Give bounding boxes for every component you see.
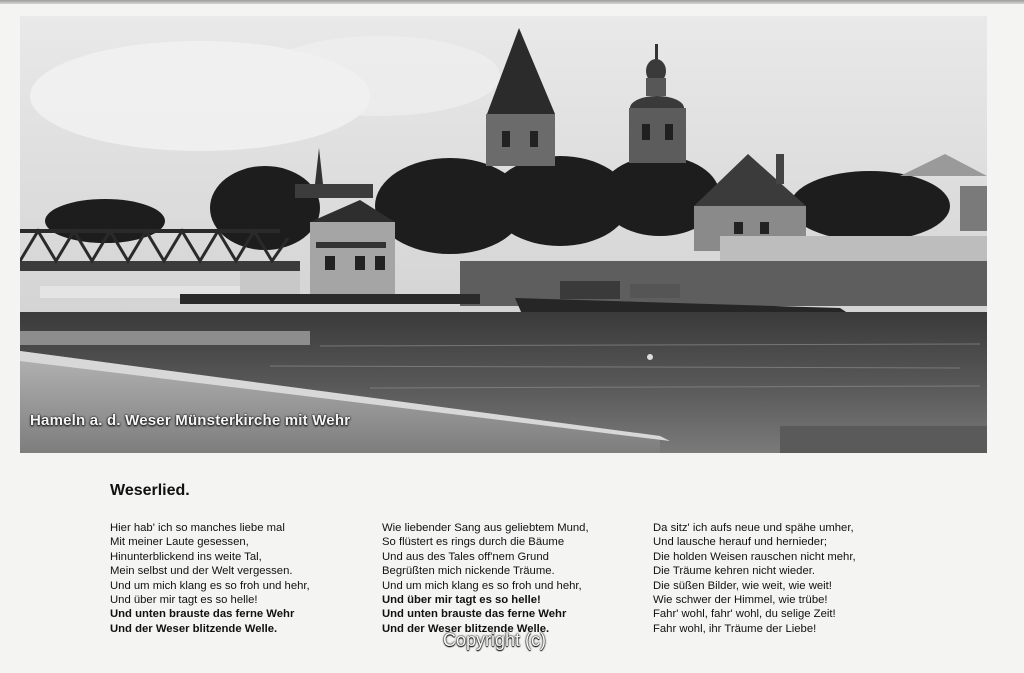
poem-line: So flüstert es rings durch die Bäume	[382, 536, 565, 549]
poem-line: Wie liebender Sang aus geliebtem Mund,	[382, 522, 589, 534]
poem-line: Mit meiner Laute gesessen,	[110, 536, 249, 549]
poem-line: Fahr' wohl, fahr' wohl, du selige Zeit!	[653, 608, 836, 621]
poem-line: Da sitz' ich aufs neue und spähe umher,	[653, 522, 854, 534]
poem-refrain-line: Und der Weser blitzende Welle.	[382, 622, 550, 635]
poem-stanza-1	[110, 521, 310, 636]
poem-line: Hier hab' ich so manches liebe mal	[110, 522, 285, 534]
poem-line: Und um mich klang es so froh und hehr,	[110, 579, 310, 592]
poem-refrain-line: Und unten brauste das ferne Wehr	[382, 608, 567, 621]
poem-stanza-2	[382, 521, 589, 636]
poem-refrain-line: Und über mir tagt es so helle!	[382, 594, 541, 607]
poem-line: Die holden Weisen rauschen nicht mehr,	[653, 550, 856, 563]
poem-line: Und aus des Tales off'nem Grund	[382, 550, 549, 563]
poem-line: Begrüßten mich nickende Träume.	[382, 565, 555, 578]
poem-line: Fahr wohl, ihr Träume der Liebe!	[653, 622, 817, 635]
poem-title: Weserlied.	[110, 482, 190, 499]
poem-line: Mein selbst und der Welt vergessen.	[110, 565, 293, 578]
poem-line: Hinunterblickend ins weite Tal,	[110, 550, 262, 563]
photo-muensterkirche	[20, 16, 987, 453]
poem-line: Die Träume kehren nicht wieder.	[653, 565, 816, 578]
poem-line: Und über mir tagt es so helle!	[110, 594, 258, 607]
photo-scene	[20, 16, 987, 453]
poem-line: Die süßen Bilder, wie weit, wie weit!	[653, 579, 832, 592]
poem-line: Und lausche herauf und hernieder;	[653, 536, 827, 549]
photo-caption: Hameln a. d. Weser Münsterkirche mit Wehr	[30, 412, 351, 429]
poem-line: Wie schwer der Himmel, wie trübe!	[653, 594, 828, 607]
poem-refrain-line: Und unten brauste das ferne Wehr	[110, 608, 295, 621]
copyright-watermark: Copyright (c)	[443, 630, 547, 650]
card-top-edge	[0, 0, 1024, 4]
poem-stanza-3	[653, 521, 856, 636]
poem-line: Und um mich klang es so froh und hehr,	[382, 579, 582, 592]
poem-refrain-line: Und der Weser blitzende Welle.	[110, 622, 278, 635]
